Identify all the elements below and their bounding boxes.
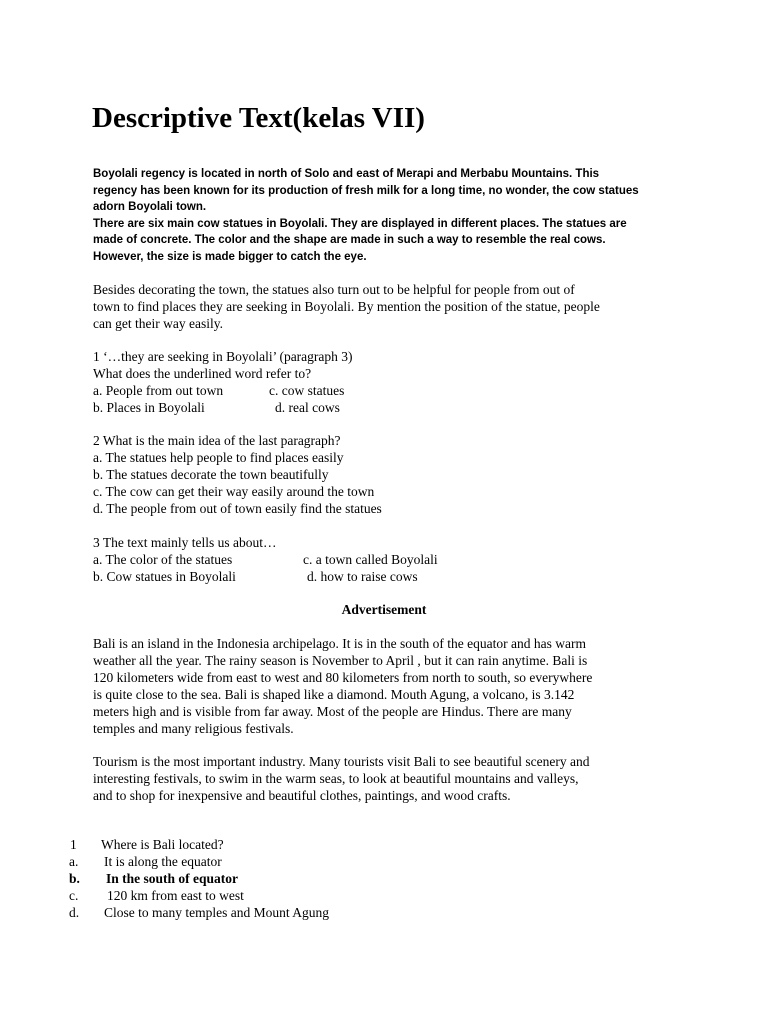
option-row: [93, 551, 693, 568]
option-row: [93, 399, 693, 416]
text-line: town to find places they are seeking in Boyolali. By mention the position of the statue, people: [93, 299, 600, 314]
text-line: adorn Boyolali town.: [93, 201, 207, 213]
bali-question: [69, 836, 569, 921]
text-line: interesting festivals, to swim in the warm seas, to look at beautiful mountains and valleys,: [93, 771, 579, 786]
passage-boyolali-statues: [93, 281, 693, 332]
question-3: [93, 534, 693, 585]
text-line: Bali is an island in the Indonesia archipelago. It is in the south of the equator and has warm: [93, 636, 587, 651]
text-line: temples and many religious festivals.: [93, 721, 294, 736]
text-line: 120 kilometers wide from east to west and 80 kilometers from north to south, so everywhere: [93, 670, 593, 685]
text-line: Tourism is the most important industry. Many tourists visit Bali to see beautiful scenery and: [93, 754, 590, 769]
option-text: 120 km from east to west: [107, 888, 244, 903]
option-d: d. The people from out of town easily find the statues: [93, 501, 382, 516]
text-line: weather all the year. The rainy season is November to April , but it can rain anytime. Bali is: [93, 653, 588, 668]
option-row: [93, 382, 693, 399]
page-title: Descriptive Text(kelas VII): [92, 102, 425, 134]
option-text: Close to many temples and Mount Agung: [104, 905, 329, 920]
option-c: c. a town called Boyolali: [303, 552, 438, 567]
text-line: and to shop for inexpensive and beautiful clothes, paintings, and wood crafts.: [93, 788, 511, 803]
option-marker: d.: [69, 905, 80, 920]
option-c: c. The cow can get their way easily around the town: [93, 484, 375, 499]
passage-bali-tourism: [93, 753, 693, 804]
option-b-selected: [69, 870, 569, 887]
option-row: [93, 568, 693, 585]
option-b: b. Cow statues in Boyolali: [93, 569, 236, 584]
question-text: 2 What is the main idea of the last paragraph?: [93, 433, 341, 448]
text-line: made of concrete. The color and the shape are made in such a way to resemble the real cows.: [93, 234, 606, 246]
question-number: 1: [70, 837, 77, 852]
option-marker: c.: [69, 888, 79, 903]
option-text: In the south of equator: [106, 871, 239, 886]
option-marker: b.: [69, 871, 80, 886]
question-text: What does the underlined word refer to?: [93, 366, 312, 381]
text-line: However, the size is made bigger to catch the eye.: [93, 250, 367, 263]
option-d: [69, 904, 569, 921]
option-text: It is along the equator: [104, 854, 222, 869]
question-1: [93, 348, 693, 416]
option-c: c. cow statues: [269, 383, 345, 398]
option-a: [69, 853, 569, 870]
option-c: [69, 887, 569, 904]
question-text: 1 ‘…they are seeking in Boyolali’ (paragraph 3): [93, 349, 353, 364]
option-a: a. The color of the statues: [93, 552, 233, 567]
passage-bali-geography: [93, 635, 693, 737]
passage-boyolali-intro: [93, 166, 703, 265]
question-2: [93, 432, 693, 517]
text-line: is quite close to the sea. Bali is shaped like a diamond. Mouth Agung, a volcano, is 3.142: [93, 687, 575, 702]
advertisement-heading: Advertisement: [341, 602, 427, 617]
option-a: a. The statues help people to find places easily: [93, 450, 344, 465]
text-line: regency has been known for its production of fresh milk for a long time, no wonder, the cow statues: [93, 184, 639, 197]
text-line: Boyolali regency is located in north of Solo and east of Merapi and Merbabu Mountains. This: [93, 168, 600, 180]
text-line: Besides decorating the town, the statues also turn out to be helpful for people from out of: [93, 282, 575, 297]
option-a: a. People from out town: [93, 383, 224, 398]
text-line: meters high and is visible from far away. Most of the people are Hindus. There are many: [93, 704, 572, 719]
text-line: can get their way easily.: [93, 316, 223, 331]
question-row: [69, 836, 569, 853]
question-text: 3 The text mainly tells us about…: [93, 535, 277, 550]
option-marker: a.: [69, 854, 79, 869]
option-b: b. The statues decorate the town beautifully: [93, 467, 329, 482]
question-text: Where is Bali located?: [101, 837, 224, 852]
option-b: b. Places in Boyolali: [93, 400, 205, 415]
option-d: d. real cows: [275, 400, 340, 415]
text-line: There are six main cow statues in Boyolali. They are displayed in different places. The statues are: [93, 217, 627, 230]
option-d: d. how to raise cows: [307, 569, 418, 584]
